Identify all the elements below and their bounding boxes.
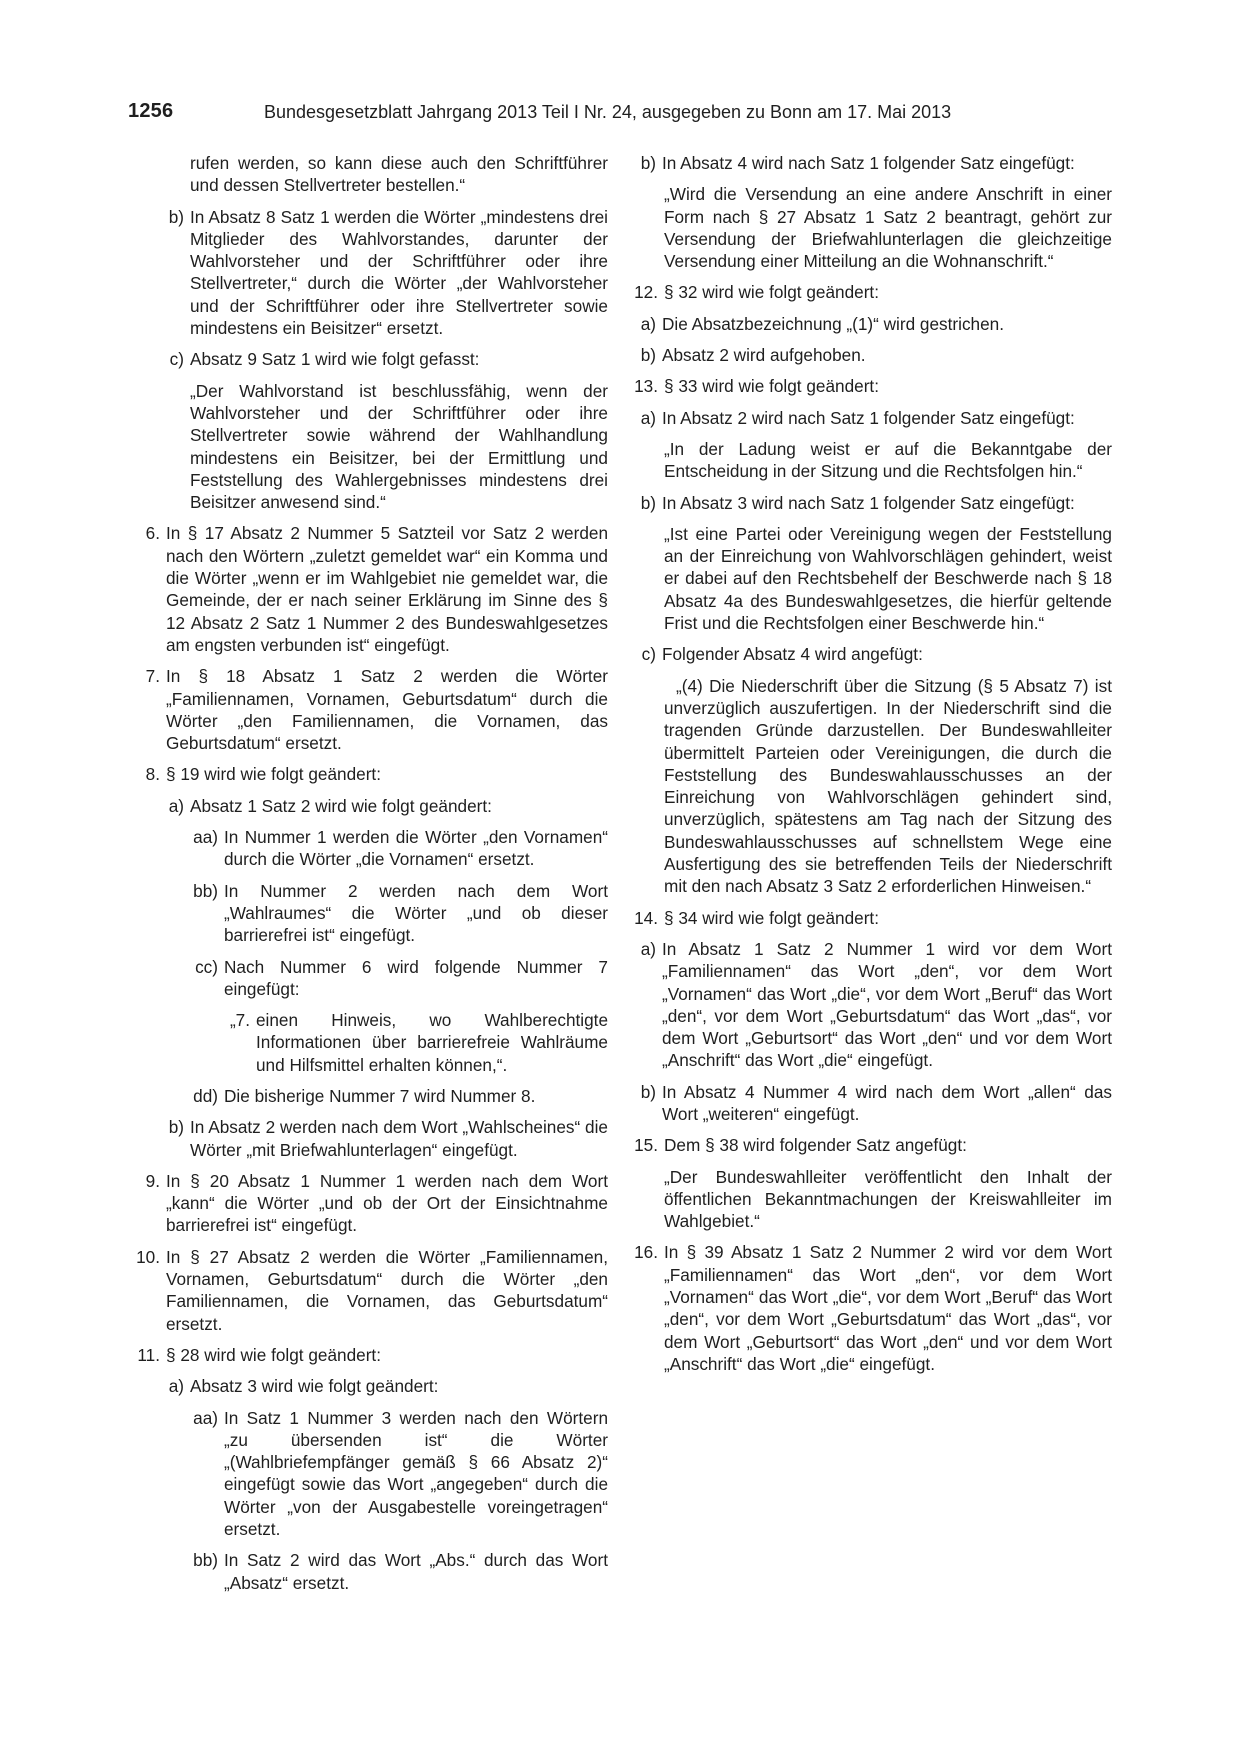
list-item-15: [632, 1134, 1112, 1156]
item-number: 8.: [145, 764, 160, 785]
item-text: In Absatz 3 wird nach Satz 1 folgender Satz eingefügt:: [662, 492, 1075, 513]
item-number: 11.: [137, 1344, 160, 1365]
item-number: 6.: [145, 523, 160, 544]
list-item-7: [128, 665, 608, 754]
list-item-12: [632, 281, 1112, 303]
quote-item: [128, 1009, 608, 1076]
item-text: § 34 wird wie folgt geändert:: [664, 907, 879, 928]
item-label: aa): [193, 1407, 218, 1428]
item-text: Die bisherige Nummer 7 wird Nummer 8.: [224, 1085, 536, 1106]
item-number: 10.: [136, 1246, 160, 1267]
item-text: Dem § 38 wird folgender Satz angefügt:: [664, 1135, 967, 1156]
list-item-5b: [128, 206, 608, 340]
item-text: Absatz 2 wird aufgehoben.: [662, 345, 866, 366]
item-text: In § 39 Absatz 1 Satz 2 Nummer 2 wird vor dem Wort „Familiennamen“ das Wort „den“, vor dem Wort „Vornamen“ das Wort „die“, vor dem Wort „Beruf“ das Wort „den“, vor dem Wort „Geburtsdatum“ das Wort „das“, vor dem Wort „Geburtsort“ das Wort „den“ und vor dem Wort „Anschrift“ das Wort „die“ eingefügt.: [664, 1242, 1112, 1374]
quote-text: „Ist eine Partei oder Vereinigung wegen der Feststellung an der Einreichung von Wahlvorschlägen gehindert, weist er dabei auf den Rechtsbehelf der Beschwerde nach § 18 Absatz 4a des Bundeswahlgesetzes, die hierfür geltende Frist und die Rechtsfolgen einer Beschwerde hin.“: [664, 523, 1112, 634]
list-item-8a-aa: [128, 826, 608, 871]
quote-number: „7.: [229, 1010, 250, 1031]
quote-text: „Der Bundeswahlleiter veröffentlicht den Inhalt der öffentlichen Bekanntmachungen der Kreiswahlleiter im Wahlgebiet.“: [664, 1166, 1112, 1232]
quote-text: „In der Ladung weist er auf die Bekanntgabe der Entscheidung in der Sitzung und die Rechtsfolgen hin.“: [664, 438, 1112, 482]
item-number: 9.: [145, 1170, 160, 1191]
left-column: [128, 152, 608, 1603]
item-text: In Nummer 1 werden die Wörter „den Vornamen“ durch die Wörter „die Vornamen“ ersetzt.: [224, 827, 608, 870]
list-item-8: [128, 763, 608, 785]
item-label: bb): [193, 880, 218, 901]
list-item-14a: [632, 938, 1112, 1072]
item-label: dd): [193, 1085, 218, 1106]
continued-text: rufen werden, so kann diese auch den Schriftführer und dessen Stellvertreter bestellen.“: [190, 153, 608, 196]
item-text: In Satz 1 Nummer 3 werden nach den Wörtern „zu übersenden ist“ die Wörter „(Wahlbriefempfänger gemäß § 66 Absatz 2)“ eingefügt sowie das Wort „angegeben“ durch die Wörter „von der Ausgabestelle voreingetragen“ ersetzt.: [224, 1407, 608, 1540]
list-item-9: [128, 1170, 608, 1237]
list-item-11a-aa: [128, 1407, 608, 1541]
item-text: In Absatz 8 Satz 1 werden die Wörter „mindestens drei Mitglieder des Wahlvorstandes, darunter der Wahlvorsteher und der Schriftführer oder ihre Stellvertreter,“ durch die Wörter „der Wahlvorsteher und der Schriftführer oder ihre Stellvertreter sowie mindestens ein Beisitzer“ ersetzt.: [190, 206, 608, 339]
item-label: bb): [193, 1550, 218, 1571]
item-text: In Satz 2 wird das Wort „Abs.“ durch das Wort „Absatz“ ersetzt.: [224, 1550, 608, 1593]
item-text: In § 17 Absatz 2 Nummer 5 Satzteil vor Satz 2 werden nach den Wörtern „zuletzt gemeldet war“ ein Komma und die Wörter „wenn er im Wahlgebiet nie gemeldet war, die Gemeinde, der er nach seiner Erklärung im Sinne des § 12 Absatz 2 Satz 1 Nummer 2 des Bundeswahlgesetzes am engsten verbunden ist“ eingefügt.: [166, 523, 608, 655]
page-header: [128, 100, 1118, 130]
item-label: a): [640, 313, 656, 334]
right-column: [632, 152, 1112, 1384]
list-item-8b: [128, 1116, 608, 1161]
item-label: a): [640, 938, 656, 959]
list-item-5c: [128, 348, 608, 370]
header-title: Bundesgesetzblatt Jahrgang 2013 Teil I Nr. 24, ausgegeben zu Bonn am 17. Mai 2013: [264, 102, 952, 122]
list-item-12b: [632, 344, 1112, 366]
item-text: Nach Nummer 6 wird folgende Nummer 7 eingefügt:: [224, 956, 608, 999]
item-text: Die Absatzbezeichnung „(1)“ wird gestrichen.: [662, 313, 1005, 334]
item-label: c): [641, 644, 656, 665]
list-item-11a: [128, 1375, 608, 1397]
list-item-12a: [632, 313, 1112, 335]
item-label: b): [640, 492, 656, 513]
item-text: In Nummer 2 werden nach dem Wort „Wahlraumes“ die Wörter „und ob dieser barrierefrei ist“ eingefügt.: [224, 880, 608, 946]
item-number: 16.: [634, 1242, 658, 1263]
item-number: 12.: [634, 282, 658, 303]
list-item-8a-bb: [128, 880, 608, 947]
item-number: 15.: [634, 1135, 658, 1156]
item-text: In Absatz 4 wird nach Satz 1 folgender Satz eingefügt:: [662, 153, 1075, 173]
list-item-10: [128, 1246, 608, 1335]
item-label: b): [640, 345, 656, 366]
list-item-11a-bb: [128, 1549, 608, 1594]
item-text: In § 18 Absatz 1 Satz 2 werden die Wörter „Familiennamen, Vornamen, Geburtsdatum“ durch die Wörter „den Familiennamen, die Vornamen, das Geburtsdatum“ ersetzt.: [166, 666, 608, 754]
list-item-8a: [128, 795, 608, 817]
item-text: Absatz 3 wird wie folgt geändert:: [190, 1376, 439, 1397]
item-number: 14.: [634, 907, 658, 928]
list-item-11: [128, 1344, 608, 1366]
item-text: In Absatz 2 wird nach Satz 1 folgender Satz eingefügt:: [662, 407, 1075, 428]
item-label: b): [640, 153, 656, 173]
list-item-16: [632, 1241, 1112, 1375]
item-text: § 28 wird wie folgt geändert:: [166, 1344, 381, 1365]
list-item-13b: [632, 492, 1112, 514]
item-label: b): [640, 1081, 656, 1102]
item-text: In Absatz 4 Nummer 4 wird nach dem Wort „allen“ das Wort „weiteren“ eingefügt.: [662, 1081, 1112, 1124]
list-item-13c: [632, 643, 1112, 665]
item-label: b): [168, 206, 184, 227]
item-text: § 33 wird wie folgt geändert:: [664, 376, 879, 397]
list-item-13a: [632, 407, 1112, 429]
item-text: In Absatz 1 Satz 2 Nummer 1 wird vor dem Wort „Familiennamen“ das Wort „den“, vor dem Wort „Vornamen“ das Wort „die“, vor dem Wort „Beruf“ das Wort „den“, vor dem Wort „Geburtsdatum“ das Wort „das“, vor dem Wort „Geburtsort“ das Wort „den“ und vor dem Wort „Anschrift“ das Wort „die“ eingefügt.: [662, 938, 1112, 1071]
list-item-14b: [632, 1081, 1112, 1126]
list-item-6: [128, 522, 608, 656]
item-text: In § 27 Absatz 2 werden die Wörter „Familiennamen, Vornamen, Geburtsdatum“ durch die Wörter „den Familiennamen, die Vornamen, das Geburtsdatum“ ersetzt.: [166, 1246, 608, 1334]
item-label: b): [168, 1117, 184, 1138]
list-item-13: [632, 375, 1112, 397]
quote-text: einen Hinweis, wo Wahlberechtigte Informationen über barrierefreie Wahlräume und Hilfsmittel erhalten können,“.: [256, 1010, 608, 1075]
item-label: cc): [195, 956, 218, 977]
list-item-8a-dd: [128, 1085, 608, 1107]
item-label: a): [168, 1376, 184, 1397]
list-item-11b: [632, 152, 1112, 174]
list-item-14: [632, 907, 1112, 929]
item-label: c): [169, 349, 184, 370]
item-text: In Absatz 2 werden nach dem Wort „Wahlscheines“ die Wörter „mit Briefwahlunterlagen“ eingefügt.: [190, 1117, 608, 1160]
item-text: § 19 wird wie folgt geändert:: [166, 764, 381, 785]
item-text: In § 20 Absatz 1 Nummer 1 werden nach dem Wort „kann“ die Wörter „und ob der Ort der Einsichtnahme barrierefrei ist“ eingefügt.: [166, 1170, 608, 1236]
item-label: a): [168, 795, 184, 816]
item-label: aa): [193, 827, 218, 848]
quote-text: „(4) Die Niederschrift über die Sitzung (§ 5 Absatz 7) ist unverzüglich auszufertigen. In der Niederschrift sind die tragenden Gründe darzustellen. Der Bundeswahlleiter übermittelt Parteien oder Vereinigungen, die durch die Feststellung des Bundeswahlausschusses an der Einreichung von Wahlvorschlägen gehindert sind, unverzüglich, spätestens am Tag nach der Sitzung des Bundeswahlausschusses auf schnellstem Wege eine Ausfertigung des sie betreffenden Teils der Niederschrift mit den nach Absatz 3 Satz 2 erforderlichen Hinweisen.“: [664, 675, 1112, 897]
item-text: Folgender Absatz 4 wird angefügt:: [662, 644, 923, 665]
item-label: a): [640, 407, 656, 428]
quote-text: „Der Wahlvorstand ist beschlussfähig, wenn der Wahlvorsteher und der Schriftführer oder ihre Stellvertreter sowie während der Wahlhandlung mindestens ein Beisitzer, bei der Ermittlung und Feststellung des Wahlergebnisses mindestens drei Beisitzer anwesend sind.“: [190, 380, 608, 513]
item-number: 13.: [634, 376, 658, 397]
item-text: Absatz 9 Satz 1 wird wie folgt gefasst:: [190, 349, 480, 370]
item-text: § 32 wird wie folgt geändert:: [664, 282, 879, 303]
page-number: 1256: [128, 100, 174, 122]
quote-text: „Wird die Versendung an eine andere Anschrift in einer Form nach § 27 Absatz 1 Satz 2 beantragt, gehört zur Versendung der Briefwahlunterlagen die gleichzeitige Versendung einer Mitteilung an die Wohnanschrift.“: [664, 184, 1112, 272]
list-item-8a-cc: [128, 956, 608, 1001]
item-text: Absatz 1 Satz 2 wird wie folgt geändert:: [190, 795, 492, 816]
item-number: 7.: [145, 666, 160, 687]
